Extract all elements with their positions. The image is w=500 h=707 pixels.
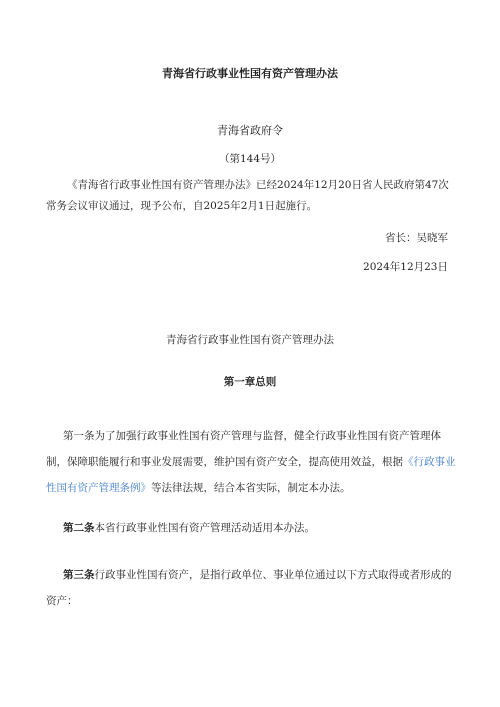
issuer-heading: 青海省政府令: [217, 124, 283, 137]
article-2-heading: 第二条: [63, 522, 95, 534]
article-1-text: 第一条为了加强行政事业性国有资产管理与监督，健全行政事业性国有资产管理体制，保障职能履行和事业发展需要，维护国有资产安全，提高使用效益，根据: [46, 430, 441, 468]
regulation-link[interactable]: 《行政事业性国有资产管理条例》: [46, 456, 456, 494]
article-3-heading: 第三条: [63, 569, 95, 581]
signing-date: 2024年12月23日: [363, 261, 448, 273]
article-1-text-end: 等法律法规，结合本省实际，制定本办法。: [151, 482, 351, 494]
article-2: [46, 515, 456, 541]
article-2-text: 本省行政事业性国有资产管理活动适用本办法。: [94, 522, 315, 534]
intro-paragraph: 《青海省行政事业性国有资产管理办法》已经2024年12月20日省人民政府第47次常务会议审议通过，现予公布，自2025年2月1日起施行。: [46, 179, 449, 212]
order-number: （第144号）: [218, 153, 282, 165]
document-title: 青海省行政事业性国有资产管理办法: [162, 67, 338, 80]
article-1: [46, 423, 456, 501]
chapter-heading: 第一章总则: [223, 376, 277, 388]
article-3: [46, 562, 456, 614]
law-title: 青海省行政事业性国有资产管理办法: [166, 334, 334, 346]
article-3-text: 行政事业性国有资产，是指行政单位、事业单位通过以下方式取得或者形成的资产：: [46, 569, 452, 607]
signer: 省长：吴晓军: [385, 232, 448, 244]
